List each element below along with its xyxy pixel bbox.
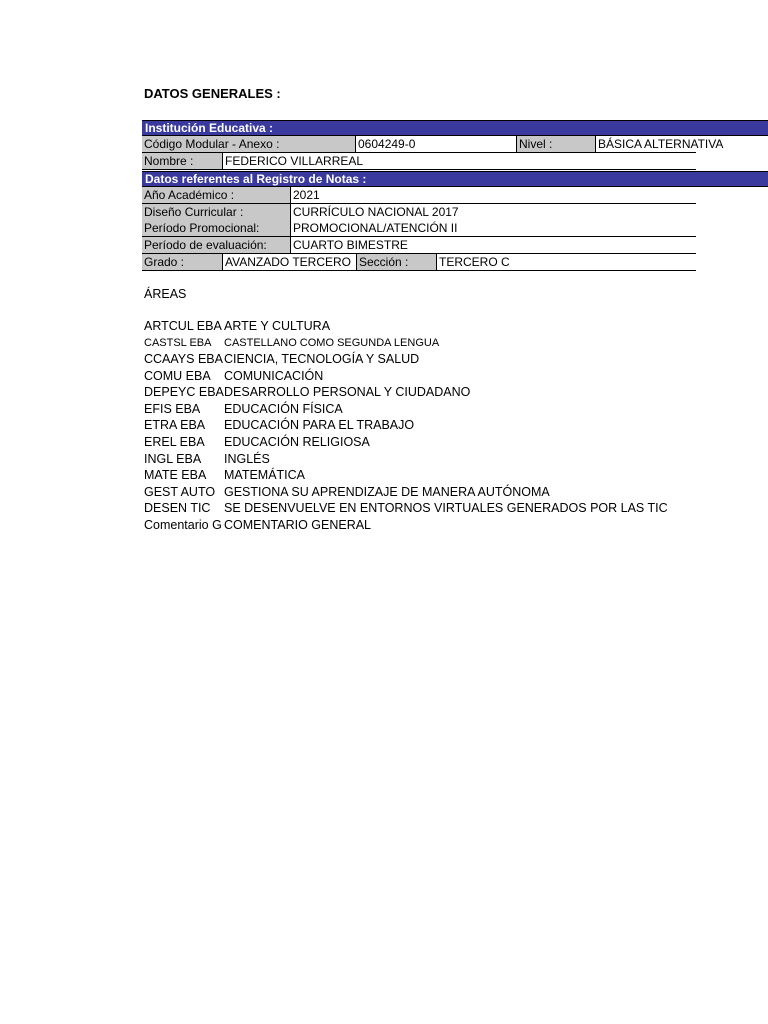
section-header-registro <box>142 171 768 187</box>
area-code: EREL EBA <box>144 435 205 449</box>
codigo-value: 0604249-0 <box>355 136 516 152</box>
area-name: EDUCACIÓN PARA EL TRABAJO <box>224 418 415 432</box>
list-item <box>144 401 343 417</box>
page-title: DATOS GENERALES : <box>144 86 281 101</box>
area-name: CIENCIA, TECNOLOGÍA Y SALUD <box>224 352 420 366</box>
anio-value: 2021 <box>290 187 696 203</box>
periodo-promocional-value: PROMOCIONAL/ATENCIÓN II <box>290 220 696 236</box>
list-item <box>144 351 419 367</box>
nivel-label: Nivel : <box>516 136 595 152</box>
list-item <box>144 417 414 433</box>
area-code: ETRA EBA <box>144 418 206 432</box>
list-item <box>144 517 371 533</box>
diseno-value: CURRÍCULO NACIONAL 2017 <box>290 204 696 220</box>
list-item <box>144 318 330 334</box>
list-item <box>144 384 470 400</box>
anio-label: Año Académico : <box>142 187 290 203</box>
seccion-label: Sección : <box>356 254 436 270</box>
area-code: COMU EBA <box>144 369 211 383</box>
area-code: INGL EBA <box>144 452 202 466</box>
table-row-anio <box>142 187 696 204</box>
table-row-nombre <box>142 153 696 170</box>
areas-title: ÁREAS <box>144 287 187 301</box>
list-item <box>144 451 270 467</box>
grado-value: AVANZADO TERCERO <box>222 254 356 270</box>
section-header-institucion <box>142 120 768 136</box>
area-name: INGLÉS <box>224 452 270 466</box>
table-row-periodo-evaluacion <box>142 237 696 254</box>
table-row-grado-seccion <box>142 254 696 271</box>
section-header-institucion-label: Institución Educativa : <box>145 121 274 135</box>
periodo-evaluacion-value: CUARTO BIMESTRE <box>290 237 696 253</box>
area-name: MATEMÁTICA <box>224 468 306 482</box>
periodo-evaluacion-label: Período de evaluación: <box>142 237 290 253</box>
grado-label: Grado : <box>142 254 222 270</box>
nivel-value: BÁSICA ALTERNATIVA <box>595 136 696 152</box>
area-name: DESARROLLO PERSONAL Y CIUDADANO <box>224 385 471 399</box>
periodo-promocional-label: Período Promocional: <box>142 220 290 236</box>
table-row-codigo-nivel <box>142 136 724 153</box>
list-item <box>144 335 439 351</box>
list-item <box>144 484 550 500</box>
area-code: DESEN TIC <box>144 501 211 515</box>
section-header-registro-label: Datos referentes al Registro de Notas : <box>145 172 367 186</box>
area-code: Comentario G <box>144 518 222 532</box>
area-name: COMUNICACIÓN <box>224 369 324 383</box>
diseno-label: Diseño Curricular : <box>142 204 290 220</box>
list-item <box>144 467 305 483</box>
area-name: ARTE Y CULTURA <box>224 319 331 333</box>
list-item <box>144 500 668 516</box>
area-code: EFIS EBA <box>144 402 201 416</box>
nombre-value: FEDERICO VILLARREAL <box>222 153 696 169</box>
area-code: MATE EBA <box>144 468 207 482</box>
seccion-value: TERCERO C <box>436 254 696 270</box>
area-name: GESTIONA SU APRENDIZAJE DE MANERA AUTÓNOMA <box>224 485 550 499</box>
area-name: CASTELLANO COMO SEGUNDA LENGUA <box>224 337 440 349</box>
area-code: ARTCUL EBA <box>144 319 222 333</box>
area-code: CASTSL EBA <box>144 337 212 349</box>
area-code: GEST AUTO <box>144 485 216 499</box>
list-item <box>144 368 323 384</box>
area-name: EDUCACIÓN RELIGIOSA <box>224 435 370 449</box>
area-code: CCAAYS EBA <box>144 352 223 366</box>
area-name: COMENTARIO GENERAL <box>224 518 372 532</box>
table-row-diseno <box>142 204 696 221</box>
codigo-label: Código Modular - Anexo : <box>142 136 355 152</box>
nombre-label: Nombre : <box>142 153 222 169</box>
area-name: SE DESENVUELVE EN ENTORNOS VIRTUALES GENERADOS POR LAS TIC <box>224 501 668 515</box>
area-name: EDUCACIÓN FÍSICA <box>224 402 343 416</box>
area-code: DEPEYC EBA <box>144 385 224 399</box>
list-item <box>144 434 370 450</box>
table-row-periodo-promocional <box>142 220 696 237</box>
